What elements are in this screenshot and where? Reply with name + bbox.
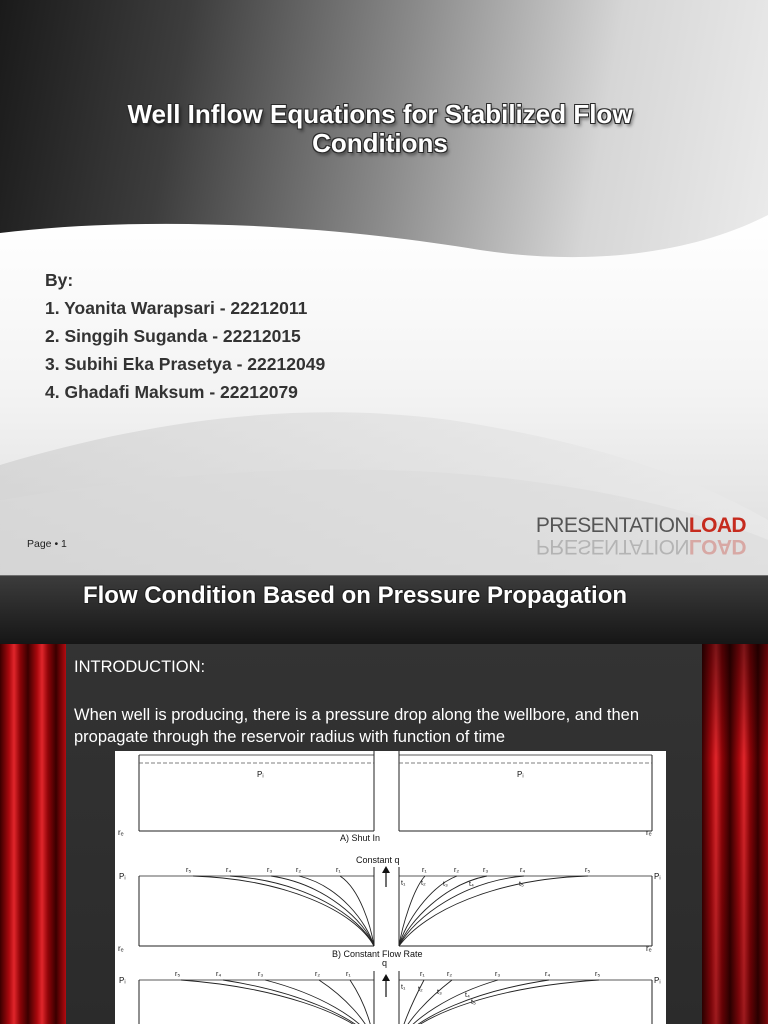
radius-label: r₁ <box>422 867 427 874</box>
pi-label: Pᵢ <box>257 770 264 779</box>
constant-q-label: Constant q <box>356 855 400 865</box>
time-label: t₅ <box>471 999 476 1006</box>
radius-label: r₁ <box>420 971 425 978</box>
intro-paragraph: When well is producing, there is a pressure drop along the wellbore, and then propagate through the reservoir radius with function of time <box>74 706 639 746</box>
time-label: t₄ <box>469 881 474 888</box>
time-label: t₁ <box>401 880 406 887</box>
radius-label: r₅ <box>585 867 591 874</box>
pi-label: Pᵢ <box>517 770 524 779</box>
pi-label: Pᵢ <box>119 976 126 985</box>
time-label: t₅ <box>519 881 524 888</box>
curtain-left <box>0 644 66 1024</box>
radius-label: r₄ <box>216 971 222 978</box>
pi-label: Pᵢ <box>654 872 661 881</box>
slide-1-title: Well Inflow Equations for Stabilized Flow Conditions <box>127 99 633 158</box>
time-label: t₂ <box>418 986 423 993</box>
radius-label: r₂ <box>296 867 302 874</box>
radius-label: r₃ <box>483 867 489 874</box>
time-label: t₃ <box>443 881 448 888</box>
author-item: 2. Singgih Suganda - 22212015 <box>45 326 301 346</box>
q-label: q <box>382 958 388 968</box>
author-item: 3. Subihi Eka Prasetya - 22212049 <box>45 354 326 374</box>
intro-heading: INTRODUCTION: <box>74 658 206 676</box>
radius-label: r₄ <box>226 867 232 874</box>
caption-constant-flow: B) Constant Flow Rate <box>332 949 423 959</box>
re-label: rₑ <box>646 944 652 953</box>
author-list <box>45 266 325 406</box>
presentationload-logo <box>536 513 746 559</box>
pressure-propagation-diagram <box>115 751 666 1024</box>
re-label: rₑ <box>646 828 652 837</box>
radius-label: r₅ <box>595 971 601 978</box>
radius-label: r₁ <box>336 867 341 874</box>
slide-2 <box>0 575 768 1024</box>
logo-reflection: PRESENTATIONLOAD <box>535 535 746 558</box>
slide-2-header <box>0 575 768 645</box>
pi-label: Pᵢ <box>119 872 126 881</box>
radius-label: r₃ <box>495 971 501 978</box>
panel-shut-in <box>118 751 652 843</box>
curtain-right <box>702 644 768 1024</box>
panel-c <box>119 958 661 1024</box>
content-panel <box>66 644 702 1024</box>
radius-label: r₅ <box>186 867 192 874</box>
radius-label: r₃ <box>258 971 264 978</box>
radius-label: r₃ <box>267 867 273 874</box>
diagram-svg <box>115 751 666 1024</box>
time-label: t₃ <box>437 989 442 996</box>
time-label: t₁ <box>401 984 406 991</box>
panel-constant-flow <box>118 855 661 959</box>
page-number: Page • 1 <box>27 538 67 550</box>
caption-shut-in: A) Shut In <box>340 833 381 843</box>
time-label: t₄ <box>465 992 470 999</box>
time-label: t₂ <box>421 880 426 887</box>
authors-heading: By: <box>45 270 74 290</box>
author-item: 1. Yoanita Warapsari - 22212011 <box>45 298 308 318</box>
re-label: rₑ <box>118 944 124 953</box>
logo-text: PRESENTATIONLOAD <box>535 514 746 537</box>
pi-label: Pᵢ <box>654 976 661 985</box>
radius-label: r₂ <box>447 971 453 978</box>
radius-label: r₁ <box>346 971 351 978</box>
re-label: rₑ <box>118 828 124 837</box>
radius-label: r₄ <box>520 867 526 874</box>
radius-label: r₅ <box>175 971 181 978</box>
author-item: 4. Ghadafi Maksum - 22212079 <box>45 382 298 402</box>
radius-label: r₂ <box>454 867 460 874</box>
radius-label: r₂ <box>315 971 321 978</box>
slide-2-title: Flow Condition Based on Pressure Propagation <box>82 582 628 609</box>
radius-label: r₄ <box>545 971 551 978</box>
